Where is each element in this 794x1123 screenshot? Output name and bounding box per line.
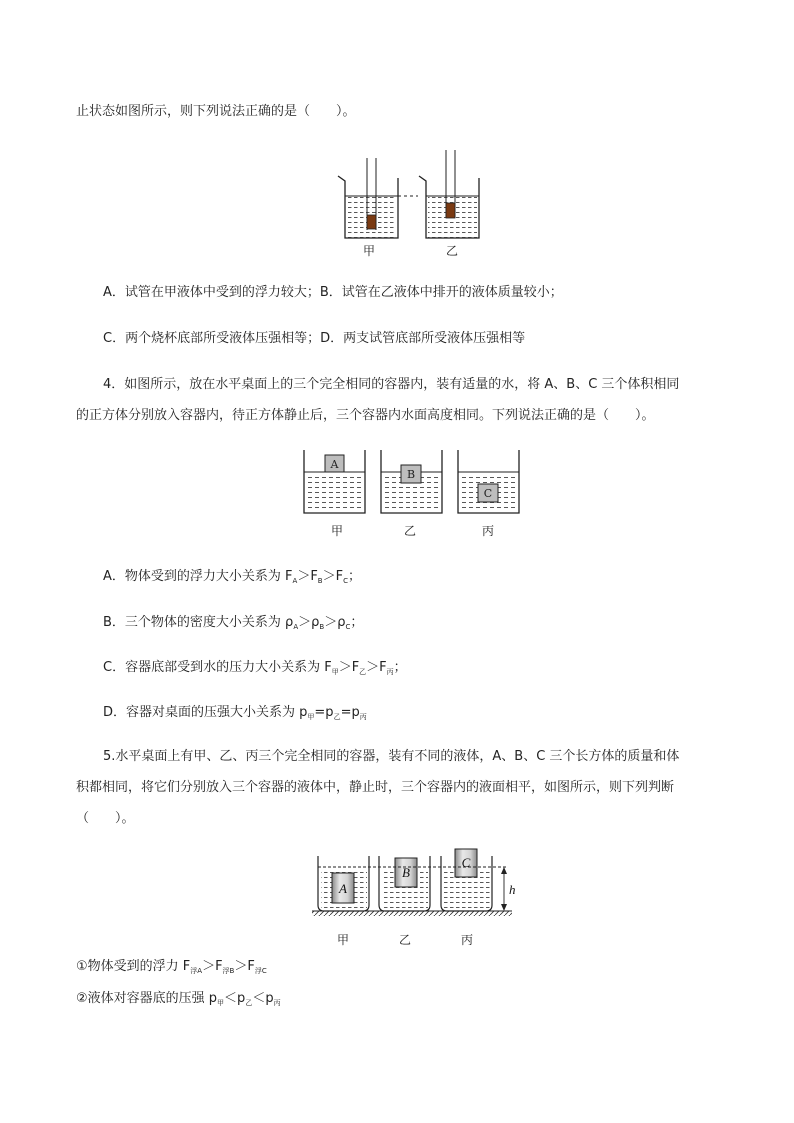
q4-label-yi: 乙 xyxy=(403,524,417,538)
block-b-label: B xyxy=(406,468,416,481)
q4-label-jia: 甲 xyxy=(330,524,344,538)
q5-item2: ②液体对容器底的压强 $p_甲<p_乙<p_丙$ xyxy=(76,991,281,1007)
q5-block-a-label: A xyxy=(339,881,347,896)
q3-label-yi: 乙 xyxy=(445,244,459,258)
q4-label-bing: 丙 xyxy=(481,524,495,538)
q5-stem-line3: （ ）。 xyxy=(76,811,135,826)
q5-stem-line2: 积都相同，将它们分别放入三个容器的液体中，静止时，三个容器内的液面相平，如图所示，则下列判断 xyxy=(76,780,675,795)
q3-stem-tail: 止状态如图所示，则下列说法正确的是（ ）。 xyxy=(76,104,356,119)
q5-block-c-label: C xyxy=(461,855,471,870)
q5-stem-line1: 5.水平桌面上有甲、乙、丙三个完全相同的容器，装有不同的液体，A、B、C 三个长方体的质量和体 xyxy=(103,749,680,764)
block-c-label: C xyxy=(483,487,493,500)
q4-option-a: A．物体受到的浮力大小关系为 $F_A>F_B>F_C$； xyxy=(103,569,361,585)
q5-label-bing: 丙 xyxy=(460,933,474,947)
q5-block-b-label: B xyxy=(402,865,410,880)
q4-stem-line1: 4．如图所示，放在水平桌面上的三个完全相同的容器内，装有适量的水，将 A、B、C 三个体积相同 xyxy=(103,377,680,392)
height-label: h xyxy=(509,882,516,897)
q4-option-d: D．容器对桌面的压强大小关系为 $p_甲=p_乙=p_丙$ xyxy=(103,705,367,721)
block-a-label: A xyxy=(330,458,339,471)
q3-option-ab: A．试管在甲液体中受到的浮力较大；B．试管在乙液体中排开的液体质量较小； xyxy=(103,285,563,300)
q5-label-jia: 甲 xyxy=(336,933,350,947)
q5-item1: ①物体受到的浮力 $F_{浮A}>F_{浮B}>F_{浮C}$ xyxy=(76,959,267,975)
q4-stem-line2: 的正方体分别放入容器内，待正方体静止后，三个容器内水面高度相同。下列说法正确的是（ ）。 xyxy=(76,408,655,423)
q4-option-c: C．容器底部受到水的压力大小关系为 $F_甲>F_乙>F_丙$； xyxy=(103,660,407,676)
q5-label-yi: 乙 xyxy=(398,933,412,947)
q4-option-b: B．三个物体的密度大小关系为 $\rho_A>\rho_B>\rho_C$； xyxy=(103,615,364,631)
q3-label-jia: 甲 xyxy=(362,244,376,258)
q3-option-cd: C．两个烧杯底部所受液体压强相等；D．两支试管底部所受液体压强相等 xyxy=(103,331,526,346)
